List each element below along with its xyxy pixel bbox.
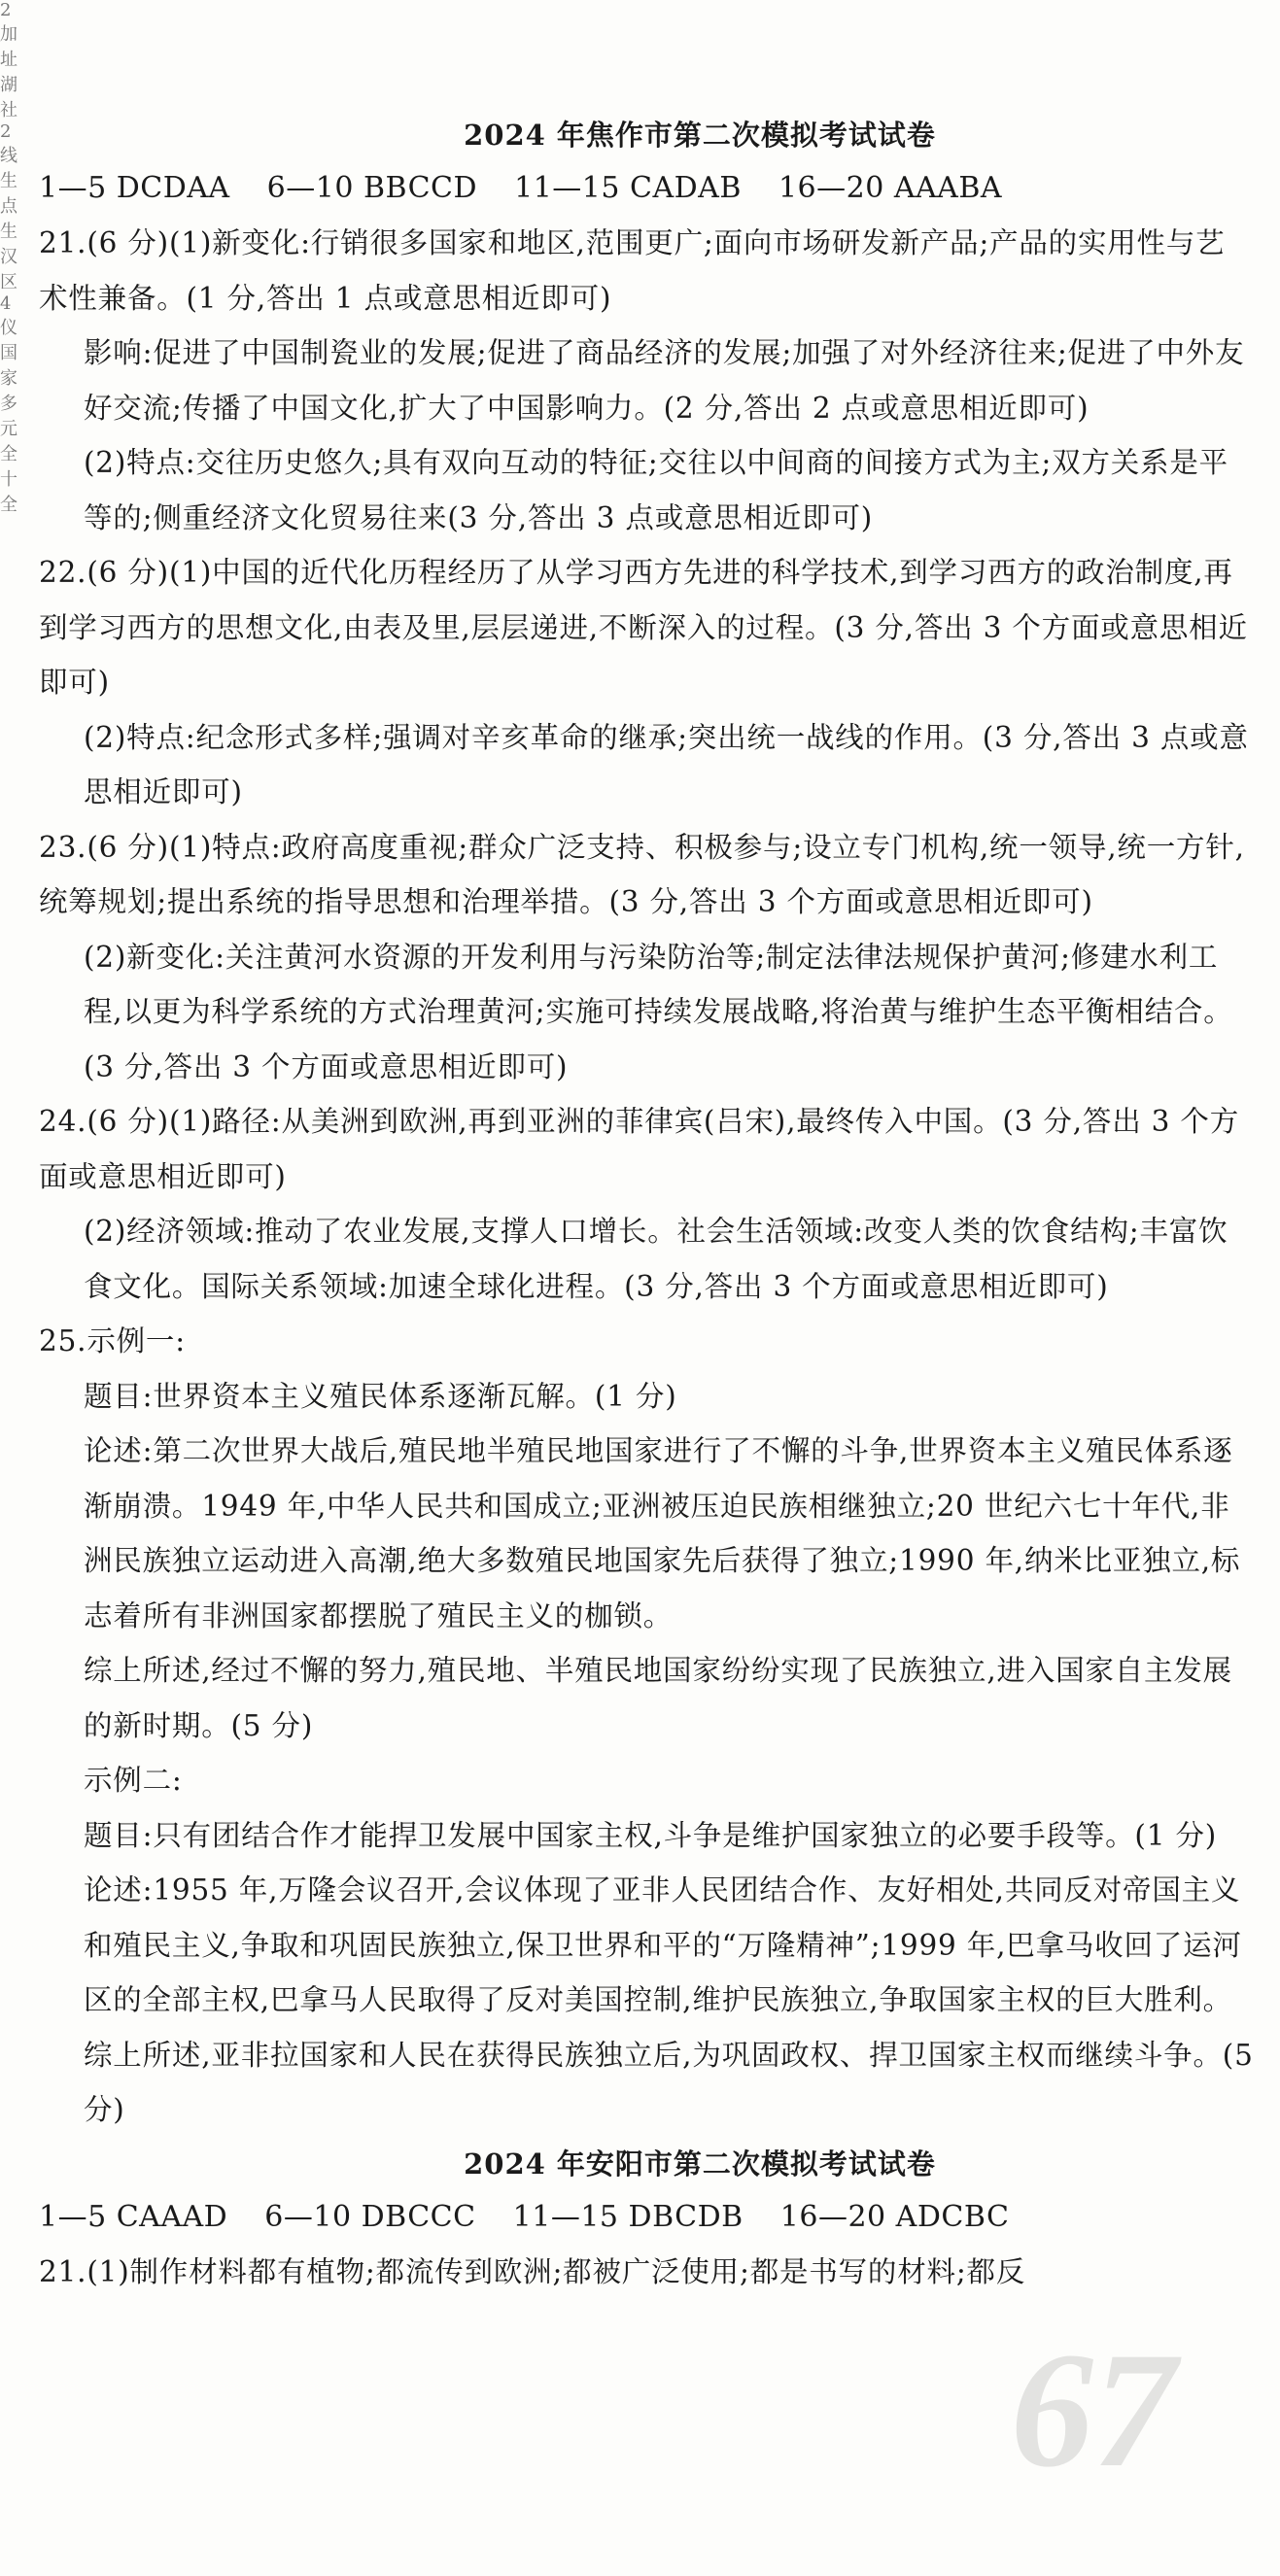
answer-paragraph: (2)新变化:关注黄河水资源的开发利用与污染防治等;制定法律法规保护黄河;修建水利工程,以更为科学系统的方式治理黄河;实施可持续发展战略,将治黄与维护生态平衡相结合。(3 分,答出 3 个方面或意思相近即可)	[84, 940, 1233, 1083]
answer-paragraph: 综上所述,经过不懈的努力,殖民地、半殖民地国家纷纷实现了民族独立,进入国家自主发展的新时期。(5 分)	[84, 1654, 1232, 1742]
answer-paragraph: (2)特点:交往历史悠久;具有双向互动的特征;交往以中间商的间接方式为主;双方关系是平等的;侧重经济文化贸易往来(3 分,答出 3 点或意思相近即可)	[84, 446, 1228, 534]
question-21-answer-anyang	[39, 2245, 1254, 2300]
mc-answer-group: 1—5 DCDAA	[39, 171, 230, 205]
answer-paragraph: 影响:促进了中国制瓷业的发展;促进了商品经济的发展;加强了对外经济往来;促进了中外友好交流;传播了中国文化,扩大了中国影响力。(2 分,答出 2 点或意思相近即可)	[84, 336, 1245, 425]
answer-paragraph: 25.示例一:	[39, 1324, 186, 1357]
mc-answers-jiaozuo	[39, 161, 1254, 216]
mc-answer-group: 16—20 AAABA	[778, 171, 1003, 205]
answer-paragraph: 综上所述,亚非拉国家和人民在获得民族独立后,为巩固政权、捍卫国家主权而继续斗争。(5 分)	[84, 2038, 1254, 2126]
exam-title-anyang: 2024 年安阳市第二次模拟考试试卷	[464, 2147, 936, 2181]
answer-paragraph: 23.(6 分)(1)特点:政府高度重视;群众广泛支持、积极参与;设立专门机构,统一领导,统一方针,统筹规划;提出系统的指导思想和治理举措。(3 分,答出 3 个方面或意思相近即可)	[39, 830, 1245, 918]
answer-paragraph: 21.(6 分)(1)新变化:行销很多国家和地区,范围更广;面向市场研发新产品;产品的实用性与艺术性兼备。(1 分,答出 1 点或意思相近即可)	[39, 226, 1226, 315]
mc-answer-group: 6—10 BBCCD	[266, 171, 478, 205]
answer-paragraph: 题目:只有团结合作才能捍卫发展中国家主权,斗争是维护国家独立的必要手段等。(1 分)	[84, 1818, 1218, 1852]
mc-answers-anyang	[39, 2190, 1254, 2245]
exam-title-jiaozuo: 2024 年焦作市第二次模拟考试试卷	[464, 119, 936, 152]
mc-answer-group: 11—15 DBCDB	[512, 2199, 744, 2234]
answer-paragraph: 论述:第二次世界大战后,殖民地半殖民地国家进行了不懈的斗争,世界资本主义殖民体系逐渐崩溃。1949 年,中华人民共和国成立;亚洲被压迫民族相继独立;20 世纪六七十年代,非洲民族独立运动进入高潮,绝大多数殖民地国家先后获得了独立;1990 年,纳米比亚独立,标志着所有非洲国家都摆脱了殖民主义的枷锁。	[84, 1434, 1241, 1632]
question-25-answer	[39, 1314, 1254, 2138]
mc-answer-group: 6—10 DBCCC	[264, 2199, 476, 2234]
question-24-answer	[39, 1094, 1254, 1314]
answer-paragraph: 论述:1955 年,万隆会议召开,会议体现了亚非人民团结合作、友好相处,共同反对帝国主义和殖民主义,争取和巩固民族独立,保卫世界和平的“万隆精神”;1999 年,巴拿马收回了运河区的全部主权,巴拿马人民取得了反对美国控制,维护民族独立,争取国家主权的巨大胜利。	[84, 1873, 1242, 2016]
answer-key-page	[39, 109, 1254, 2299]
answer-paragraph: 题目:世界资本主义殖民体系逐渐瓦解。(1 分)	[84, 1379, 677, 1413]
mc-answer-group: 16—20 ADCBC	[779, 2199, 1010, 2234]
mc-answer-group: 11—15 CADAB	[514, 171, 742, 205]
mc-answer-group: 1—5 CAAAD	[39, 2199, 228, 2234]
answer-paragraph: 21.(1)制作材料都有植物;都流传到欧洲;都被广泛使用;都是书写的材料;都反	[39, 2254, 1026, 2288]
question-22-answer	[39, 545, 1254, 820]
question-21-answer	[39, 216, 1254, 545]
answer-paragraph: 示例二:	[84, 1764, 183, 1797]
answer-paragraph: (2)经济领域:推动了农业发展,支撑人口增长。社会生活领域:改变人类的饮食结构;丰富饮食文化。国际关系领域:加速全球化进程。(3 分,答出 3 个方面或意思相近即可)	[84, 1215, 1228, 1303]
page-number-watermark: 67	[1011, 2318, 1176, 2501]
answer-paragraph: 22.(6 分)(1)中国的近代化历程经历了从学习西方先进的科学技术,到学习西方的政治制度,再到学习西方的思想文化,由表及里,层层递进,不断深入的过程。(3 分,答出 3 个方面或意思相近即可)	[39, 556, 1248, 699]
question-23-answer	[39, 820, 1254, 1095]
answer-paragraph: 24.(6 分)(1)路径:从美洲到欧洲,再到亚洲的菲律宾(吕宋),最终传入中国。(3 分,答出 3 个方面或意思相近即可)	[39, 1105, 1240, 1193]
answer-paragraph: (2)特点:纪念形式多样;强调对辛亥革命的继承;突出统一战线的作用。(3 分,答出 3 点或意思相近即可)	[84, 720, 1249, 808]
page-edge-bleed: 2 加 址 湖 社 2 线 生 点 生 汉 区 4 仪 国 家 多 元 全 十 全	[0, 0, 17, 515]
